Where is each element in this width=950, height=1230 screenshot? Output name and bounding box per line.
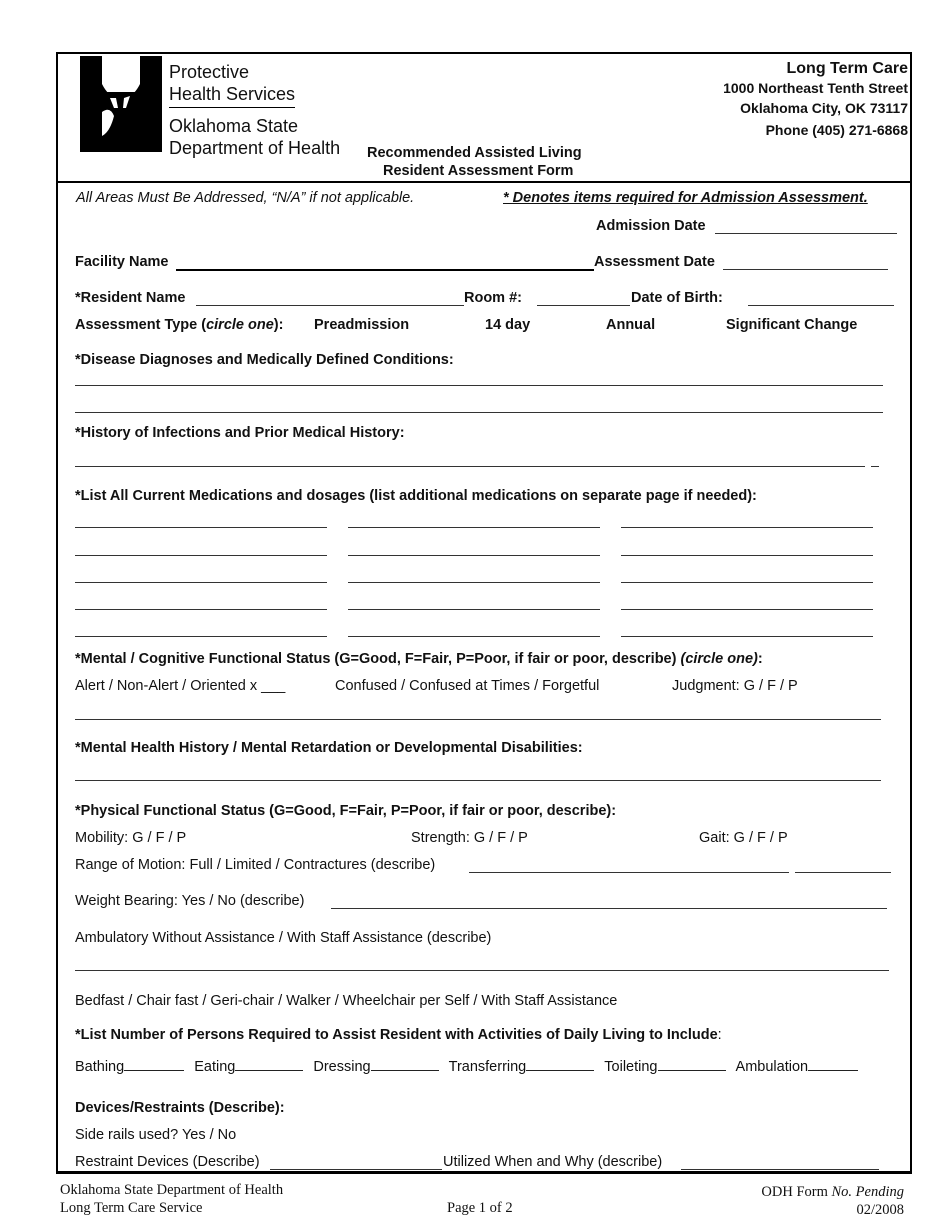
org-name-line2: Health Services — [169, 84, 296, 104]
mental-status-line[interactable] — [75, 719, 881, 720]
mental-status-circle: (circle one) — [680, 651, 758, 667]
adl-row — [75, 1056, 858, 1075]
restraint-field[interactable] — [270, 1169, 442, 1170]
gait-options[interactable]: Gait: G / F / P — [699, 830, 788, 846]
adl-dressing-field[interactable] — [371, 1056, 439, 1071]
medications-section-heading: *List All Current Medications and dosages (list additional medications on separate page if needed): — [75, 488, 757, 504]
med-line[interactable] — [621, 609, 873, 610]
adl-transferring-label: Transferring — [448, 1059, 527, 1075]
range-of-motion-field[interactable] — [469, 872, 789, 873]
assessment-type-label — [75, 317, 283, 333]
adl-transferring-field[interactable] — [526, 1056, 594, 1071]
disease-section-heading: *Disease Diagnoses and Medically Defined Conditions: — [75, 352, 454, 368]
form-number — [761, 1184, 904, 1201]
address-line2: Oklahoma City, OK 73117 — [740, 100, 908, 116]
room-label: Room #: — [464, 290, 522, 306]
disease-line-2[interactable] — [75, 412, 883, 413]
med-line[interactable] — [348, 555, 600, 556]
devices-heading: Devices/Restraints (Describe): — [75, 1100, 285, 1116]
adl-bathing-field[interactable] — [124, 1056, 184, 1071]
range-of-motion-label: Range of Motion: Full / Limited / Contractures (describe) — [75, 857, 436, 873]
ambulatory-label: Ambulatory Without Assistance / With Staff Assistance (describe) — [75, 930, 492, 946]
instruction-text: All Areas Must Be Addressed, “N/A” if not applicable. — [76, 190, 415, 206]
form-number-value: No. Pending — [831, 1184, 904, 1200]
phone: Phone (405) 271-6868 — [765, 122, 908, 138]
adl-text: *List Number of Persons Required to Assist Resident with Activities of Daily Living to Include — [75, 1027, 718, 1043]
utilized-label: Utilized When and Why (describe) — [443, 1154, 663, 1170]
dob-field[interactable] — [748, 305, 894, 306]
assessment-type-text: Assessment Type ( — [75, 317, 207, 333]
utilized-field[interactable] — [681, 1169, 879, 1170]
form-title-line1: Recommended Assisted Living — [367, 145, 582, 161]
med-line[interactable] — [348, 609, 600, 610]
resident-name-label: *Resident Name — [75, 290, 186, 306]
org-name-line4: Department of Health — [169, 138, 341, 158]
assessment-type-end: ): — [273, 317, 284, 333]
osdh-logo-icon — [80, 56, 162, 152]
dept-name: Long Term Care — [786, 60, 908, 77]
address-line1: 1000 Northeast Tenth Street — [723, 80, 908, 96]
med-line[interactable] — [348, 582, 600, 583]
med-line[interactable] — [75, 636, 327, 637]
adl-ambulation-label: Ambulation — [735, 1059, 809, 1075]
adl-bathing-label: Bathing — [75, 1059, 125, 1075]
med-line[interactable] — [621, 582, 873, 583]
admission-date-field[interactable] — [715, 233, 897, 234]
judgment-options[interactable]: Judgment: G / F / P — [672, 678, 798, 694]
assessment-date-label: Assessment Date — [594, 254, 715, 270]
mobility-options[interactable]: Mobility: G / F / P — [75, 830, 187, 846]
mental-status-text: *Mental / Cognitive Functional Status (G=Good, F=Fair, P=Poor, if fair or poor, describe) — [75, 651, 677, 667]
adl-eating-field[interactable] — [235, 1056, 303, 1071]
resident-name-field[interactable] — [196, 305, 464, 306]
form-title-line2: Resident Assessment Form — [383, 163, 574, 179]
weight-bearing-label: Weight Bearing: Yes / No (describe) — [75, 893, 305, 909]
adl-end: : — [717, 1027, 722, 1043]
med-line[interactable] — [75, 609, 327, 610]
page-number: Page 1 of 2 — [447, 1200, 513, 1216]
mental-health-line[interactable] — [75, 780, 881, 781]
adl-toileting-label: Toileting — [604, 1059, 658, 1075]
mental-status-heading — [75, 651, 763, 667]
org-name-line1: Protective — [169, 62, 250, 82]
org-name-line3: Oklahoma State — [169, 116, 299, 136]
header-divider — [56, 181, 912, 183]
facility-name-label: Facility Name — [75, 254, 169, 270]
confused-options[interactable]: Confused / Confused at Times / Forgetful — [335, 678, 600, 694]
admission-date-label: Admission Date — [596, 218, 706, 234]
infections-line[interactable] — [75, 466, 865, 467]
med-line[interactable] — [621, 527, 873, 528]
footer-service: Long Term Care Service — [60, 1200, 203, 1216]
infections-section-heading: *History of Infections and Prior Medical History: — [75, 425, 405, 441]
adl-heading — [75, 1027, 722, 1043]
mental-health-heading: *Mental Health History / Mental Retardation or Developmental Disabilities: — [75, 740, 583, 756]
side-rails-options[interactable]: Side rails used? Yes / No — [75, 1127, 237, 1143]
infections-line-end — [871, 466, 879, 467]
circle-one-text: circle one — [206, 317, 274, 333]
org-divider — [169, 107, 295, 108]
restraint-label: Restraint Devices (Describe) — [75, 1154, 260, 1170]
facility-name-field[interactable] — [176, 269, 594, 271]
form-number-label: ODH Form — [761, 1184, 832, 1200]
strength-options[interactable]: Strength: G / F / P — [411, 830, 528, 846]
denotes-text: * Denotes items required for Admission Assessment. — [503, 190, 868, 206]
med-line[interactable] — [75, 527, 327, 528]
med-line[interactable] — [75, 582, 327, 583]
alert-options[interactable]: Alert / Non-Alert / Oriented x ___ — [75, 678, 286, 694]
adl-toileting-field[interactable] — [658, 1056, 726, 1071]
mental-status-end: : — [757, 651, 763, 667]
assessment-date-field[interactable] — [723, 269, 888, 270]
option-annual[interactable]: Annual — [606, 317, 656, 333]
adl-eating-label: Eating — [194, 1059, 236, 1075]
med-line[interactable] — [75, 555, 327, 556]
form-date: 02/2008 — [856, 1202, 904, 1218]
bedfast-options[interactable]: Bedfast / Chair fast / Geri-chair / Walker / Wheelchair per Self / With Staff Assistance — [75, 993, 618, 1009]
option-significant-change[interactable]: Significant Change — [726, 317, 858, 333]
range-of-motion-field-2[interactable] — [795, 872, 891, 873]
med-line[interactable] — [621, 636, 873, 637]
dob-label: Date of Birth: — [631, 290, 723, 306]
adl-dressing-label: Dressing — [313, 1059, 371, 1075]
physical-status-heading: *Physical Functional Status (G=Good, F=Fair, P=Poor, if fair or poor, describe): — [75, 803, 617, 819]
weight-bearing-field[interactable] — [331, 908, 887, 909]
disease-line-1[interactable] — [75, 385, 883, 386]
ambulatory-line[interactable] — [75, 970, 889, 971]
option-14-day[interactable]: 14 day — [485, 317, 531, 333]
option-preadmission[interactable]: Preadmission — [314, 317, 410, 333]
room-field[interactable] — [537, 305, 630, 306]
adl-ambulation-field[interactable] — [808, 1056, 858, 1071]
med-line[interactable] — [348, 636, 600, 637]
med-line[interactable] — [621, 555, 873, 556]
footer-org: Oklahoma State Department of Health — [60, 1182, 284, 1198]
med-line[interactable] — [348, 527, 600, 528]
